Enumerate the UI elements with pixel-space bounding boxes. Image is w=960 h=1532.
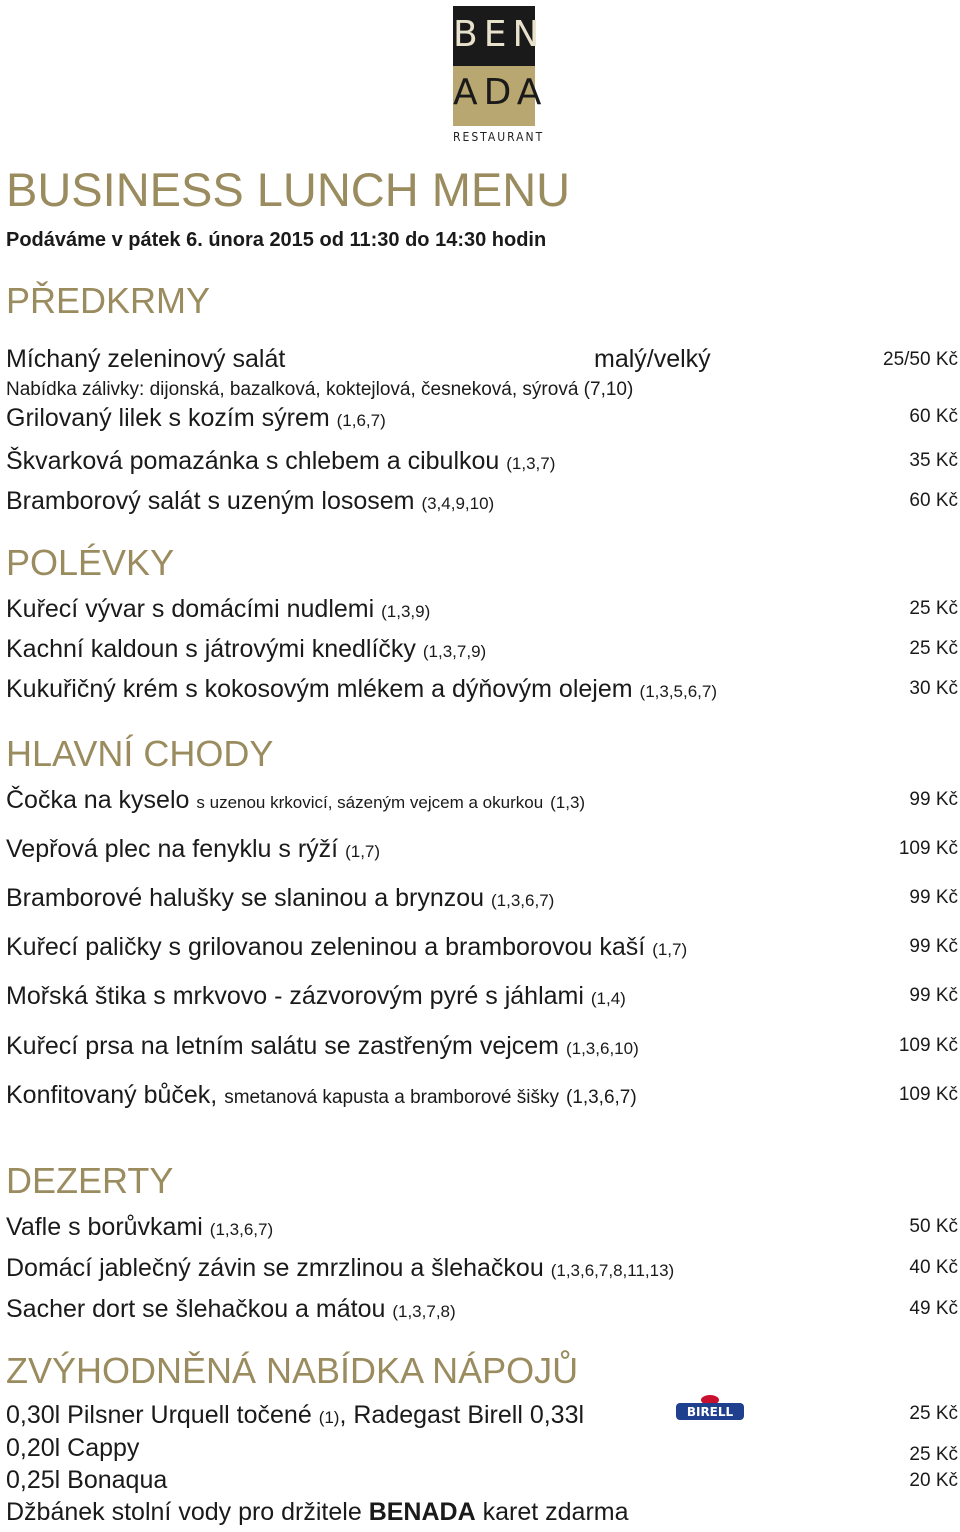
menu-item [6,1465,167,1495]
item-name-second: , Radegast Birell 0,33l [339,1401,585,1429]
item-allergens: (3,4,9,10) [421,494,495,513]
item-name: 0,25l Bonaqua [6,1466,168,1494]
item-allergens: (1,3,6,10) [565,1039,639,1058]
menu-item [6,883,554,916]
item-price: 99 Kč [909,936,958,957]
item-allergens: (1,7) [345,842,381,861]
menu-item [6,634,486,667]
item-name: Konfitovaný bůček, [6,1081,218,1109]
item-allergens: (1,3) [550,793,586,812]
menu-item [6,785,585,818]
item-price: 60 Kč [909,406,958,427]
item-price: 20 Kč [909,1470,958,1491]
item-name-bold: BENADA [368,1498,476,1526]
item-allergens: (1,3,5,6,7) [639,682,718,701]
item-price: 30 Kč [909,678,958,699]
section-title-desserts: DEZERTY [6,1160,174,1201]
item-price: 99 Kč [909,789,958,810]
item-price: 25 Kč [909,638,958,659]
item-price: 35 Kč [909,450,958,471]
item-name: 0,30l Pilsner Urquell točené [6,1401,312,1429]
item-allergens: (1,3,6,7) [491,891,555,910]
menu-item [6,1433,139,1463]
menu-item [6,446,555,479]
item-side: s uzenou krkovicí, sázeným vejcem a okurkou [196,793,544,812]
page-subtitle: Podáváme v pátek 6. února 2015 od 11:30 do 14:30 hodin [6,229,547,251]
section-title-starters: PŘEDKRMY [6,280,211,321]
menu-item [6,674,717,707]
item-allergens: (1,3,7) [506,454,556,473]
item-name: 0,20l Cappy [6,1434,140,1462]
item-allergens: (1,7) [652,940,688,959]
item-price: 49 Kč [909,1298,958,1319]
menu-item [6,344,285,374]
item-allergens: (1,3,6,7,8,11,13) [550,1261,675,1280]
item-name: Grilovaný lilek s kozím sýrem [6,404,330,432]
menu-item [6,1400,584,1433]
logo-letters-top: BEN [453,14,546,55]
item-name: Kuřecí prsa na letním salátu se zastřeným vejcem [6,1032,560,1060]
menu-item [6,486,494,519]
section-title-soups: POLÉVKY [6,542,175,583]
item-name: Kukuřičný krém s kokosovým mlékem a dýňovým olejem [6,675,633,703]
section-title-mains: HLAVNÍ CHODY [6,733,274,774]
item-name: Kuřecí paličky s grilovanou zeleninou a bramborovou kaší [6,933,646,961]
item-price: 25 Kč [909,1403,958,1424]
item-allergens: (1,3,6,7) [565,1087,637,1108]
item-name: Kachní kaldoun s játrovými knedlíčky [6,635,416,663]
item-name: Domácí jablečný závin se zmrzlinou a šlehačkou [6,1254,544,1282]
item-allergens: (1,3,9) [381,602,431,621]
menu-item [6,981,626,1014]
item-name-end: karet zdarma [482,1498,629,1526]
birell-logo-graphic [674,1394,746,1422]
page-title: BUSINESS LUNCH MENU [6,163,571,216]
menu-item [6,1253,674,1286]
logo-letters-bottom: ADA [453,72,548,113]
item-price: 109 Kč [898,1035,958,1056]
item-name: Mořská štika s mrkvovo - zázvorovým pyré s jáhlami [6,982,584,1010]
item-allergens: (1,6,7) [336,411,386,430]
item-price: 109 Kč [898,838,958,859]
item-name: Bramborový salát s uzeným lososem [6,487,415,515]
item-allergens: (1,3,6,7) [209,1220,274,1239]
menu-item [6,1294,456,1327]
item-price: 50 Kč [909,1216,958,1237]
item-name: Čočka na kyselo [6,786,190,814]
section-title-drinks: ZVÝHODNĚNÁ NABÍDKA NÁPOJŮ [6,1350,579,1391]
menu-item [6,1080,637,1113]
menu-item [6,834,380,867]
menu-item [6,1031,639,1064]
birell-logo [674,1394,746,1422]
menu-item [6,1212,273,1245]
item-price: 25 Kč [909,598,958,619]
item-allergens: (1,3,7,8) [392,1302,456,1321]
item-price: 109 Kč [898,1084,958,1105]
item-size: malý/velký [594,345,711,373]
item-name: Vafle s borůvkami [6,1213,203,1241]
item-allergens: (1,4) [590,989,626,1008]
item-price: 99 Kč [909,887,958,908]
item-price: 25/50 Kč [883,349,958,370]
menu-item [6,594,430,627]
logo-mark [453,6,548,126]
birell-logo-text: BIRELL [686,1405,734,1419]
item-name: Míchaný zeleninový salát [6,345,286,373]
menu-item [6,932,687,965]
item-price: 25 Kč [909,1444,958,1465]
menu-item [6,1497,629,1527]
item-side: smetanová kapusta a bramborové šišky [224,1087,559,1108]
item-name: Škvarková pomazánka s chlebem a cibulkou [6,447,500,475]
item-name: Kuřecí vývar s domácími nudlemi [6,595,375,623]
item-price: 60 Kč [909,490,958,511]
restaurant-logo [453,6,548,146]
item-allergens: (1,3,7,9) [422,642,487,661]
logo-text: RESTAURANT [453,130,545,144]
menu-item [6,403,386,436]
item-name: Bramborové halušky se slaninou a brynzou [6,884,485,912]
item-price: 99 Kč [909,985,958,1006]
dressing-description: Nabídka zálivky: dijonská, bazalková, koktejlová, česneková, sýrová (7,10) [6,379,634,400]
item-price: 40 Kč [909,1257,958,1278]
item-name: Vepřová plec na fenyklu s rýží [6,835,339,863]
item-name: Sacher dort se šlehačkou a mátou [6,1295,386,1323]
item-name: Džbánek stolní vody pro držitele [6,1498,362,1526]
item-allergens: (1) [318,1408,340,1427]
